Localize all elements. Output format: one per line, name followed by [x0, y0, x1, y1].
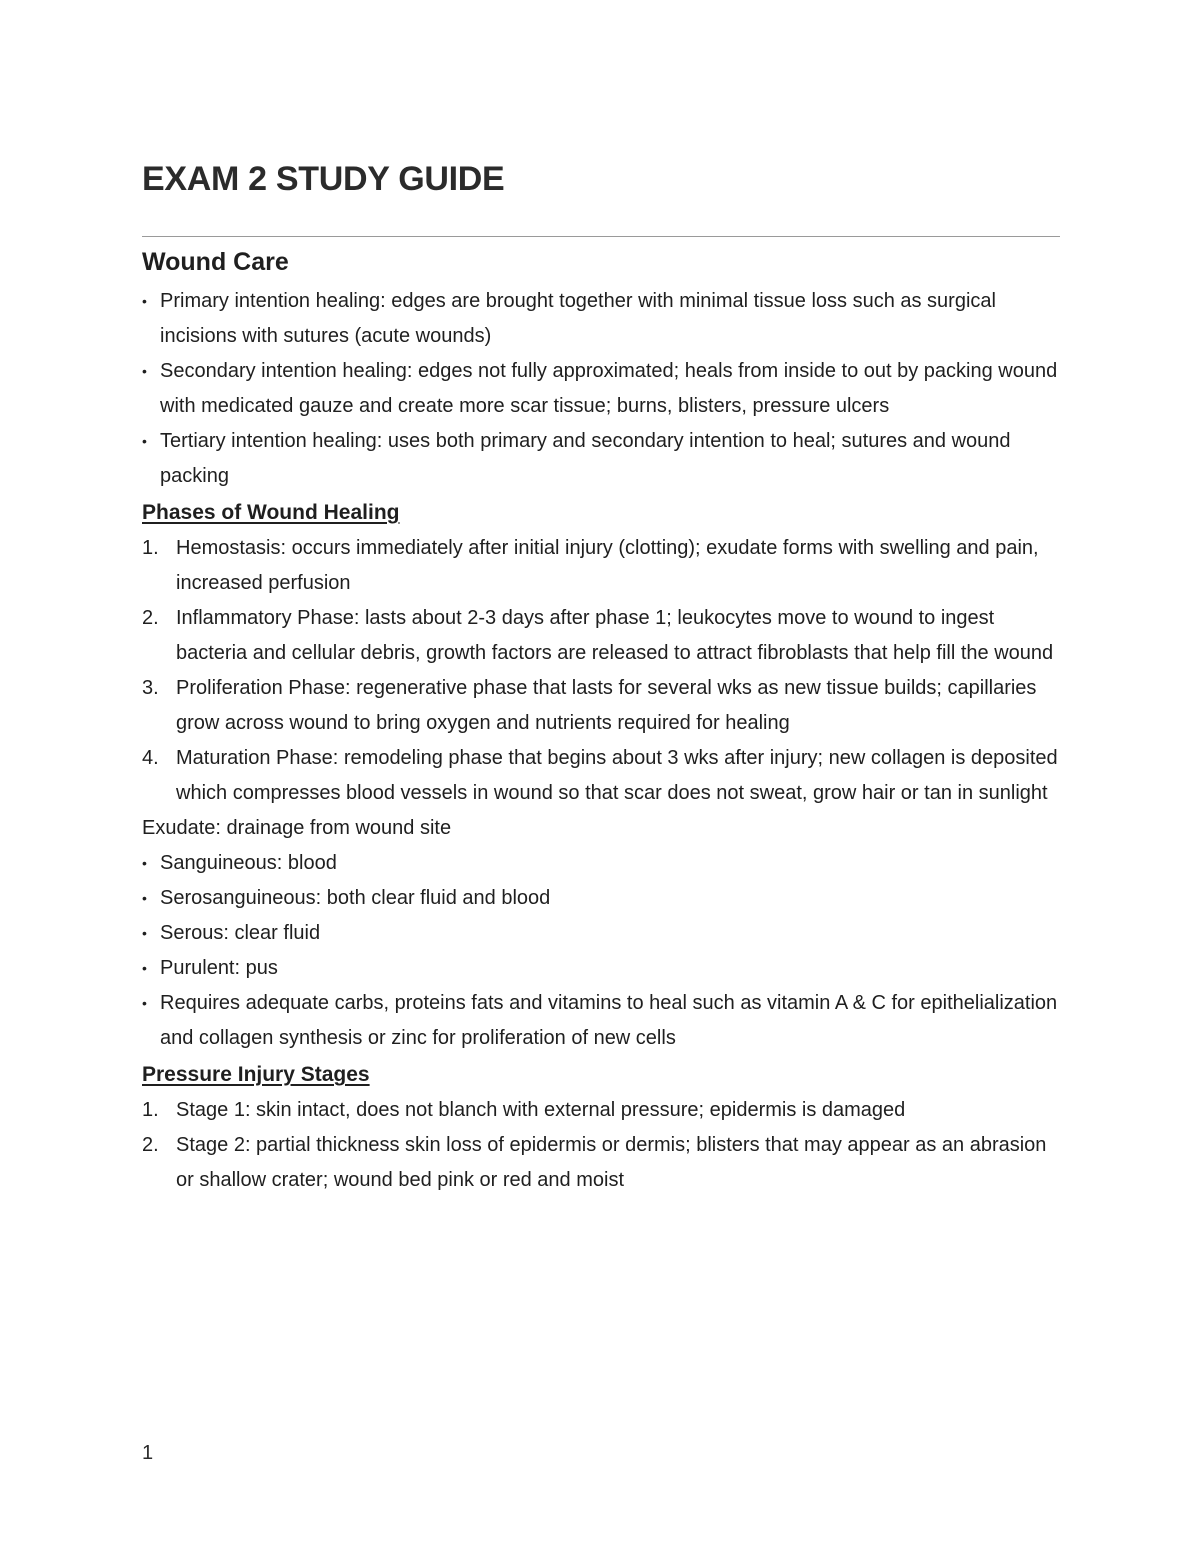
list-item	[142, 916, 1060, 951]
bullet-marker: •	[142, 433, 147, 449]
list-item	[142, 741, 1060, 811]
list-item-text: Sanguineous: blood	[160, 852, 337, 874]
exudate-intro: Exudate: drainage from wound site	[142, 817, 452, 839]
list-item	[142, 284, 1060, 354]
page-content	[142, 243, 1060, 1198]
list-item	[142, 1128, 1060, 1198]
list-item	[142, 671, 1060, 741]
bullet-marker: •	[142, 960, 147, 976]
list-item-text: Stage 1: skin intact, does not blanch with external pressure; epidermis is damaged	[176, 1099, 906, 1121]
list-item	[142, 531, 1060, 601]
list-item-text: Proliferation Phase: regenerative phase that lasts for several wks as new tissue builds; capillaries grow across wound to bring oxygen and nutrients required for healing	[176, 677, 1037, 734]
list-number: 2.	[142, 1134, 159, 1156]
bullet-marker: •	[142, 925, 147, 941]
list-item-text: Hemostasis: occurs immediately after initial injury (clotting); exudate forms with swelling and pain, increased perfusion	[176, 537, 1039, 594]
list-number: 2.	[142, 607, 159, 629]
subheading-phases-of-wound-healing: Phases of Wound Healing	[142, 501, 400, 524]
intention-healing-list	[142, 284, 1060, 494]
list-item	[142, 881, 1060, 916]
subheading-pressure-injury-stages: Pressure Injury Stages	[142, 1063, 370, 1086]
bullet-marker: •	[142, 995, 147, 1011]
bullet-marker: •	[142, 293, 147, 309]
list-item-text: Maturation Phase: remodeling phase that begins about 3 wks after injury; new collagen is deposited which compresses blood vessels in wound so that scar does not sweat, grow hair or tan in sunlight	[176, 747, 1058, 804]
list-item-text: Inflammatory Phase: lasts about 2-3 days after phase 1; leukocytes move to wound to ingest bacteria and cellular debris, growth factors are released to attract fibroblasts that help fill the wound	[176, 607, 1054, 664]
list-item-text: Serosanguineous: both clear fluid and blood	[160, 887, 551, 909]
list-number: 1.	[142, 537, 159, 559]
list-item-text: Tertiary intention healing: uses both primary and secondary intention to heal; sutures and wound packing	[160, 430, 1011, 487]
section-heading-wound-care: Wound Care	[142, 248, 289, 276]
page-title: EXAM 2 STUDY GUIDE	[142, 160, 505, 198]
bullet-marker: •	[142, 363, 147, 379]
list-item	[142, 354, 1060, 424]
pressure-injury-stages-list	[142, 1093, 1060, 1198]
bullet-marker: •	[142, 890, 147, 906]
list-item	[142, 986, 1060, 1056]
exudate-types-list	[142, 846, 1060, 1056]
list-item	[142, 846, 1060, 881]
list-item-text: Purulent: pus	[160, 957, 278, 979]
list-item-text: Requires adequate carbs, proteins fats and vitamins to heal such as vitamin A & C for epithelialization and collagen synthesis or zinc for proliferation of new cells	[160, 992, 1058, 1049]
bullet-marker: •	[142, 855, 147, 871]
page-number: 1	[142, 1442, 154, 1464]
list-item-text: Secondary intention healing: edges not fully approximated; heals from inside to out by packing wound with medicated gauze and create more scar tissue; burns, blisters, pressure ulcers	[160, 360, 1058, 417]
list-number: 1.	[142, 1099, 159, 1121]
wound-healing-phases-list	[142, 531, 1060, 811]
list-number: 4.	[142, 747, 159, 769]
list-item	[142, 1093, 1060, 1128]
title-divider	[142, 236, 1060, 237]
list-item-text: Serous: clear fluid	[160, 922, 321, 944]
list-item-text: Primary intention healing: edges are brought together with minimal tissue loss such as surgical incisions with sutures (acute wounds)	[160, 290, 996, 347]
document-page	[142, 0, 1060, 1553]
list-item	[142, 951, 1060, 986]
list-item-text: Stage 2: partial thickness skin loss of epidermis or dermis; blisters that may appear as an abrasion or shallow crater; wound bed pink or red and moist	[176, 1134, 1047, 1191]
list-number: 3.	[142, 677, 159, 699]
list-item	[142, 424, 1060, 494]
list-item	[142, 601, 1060, 671]
